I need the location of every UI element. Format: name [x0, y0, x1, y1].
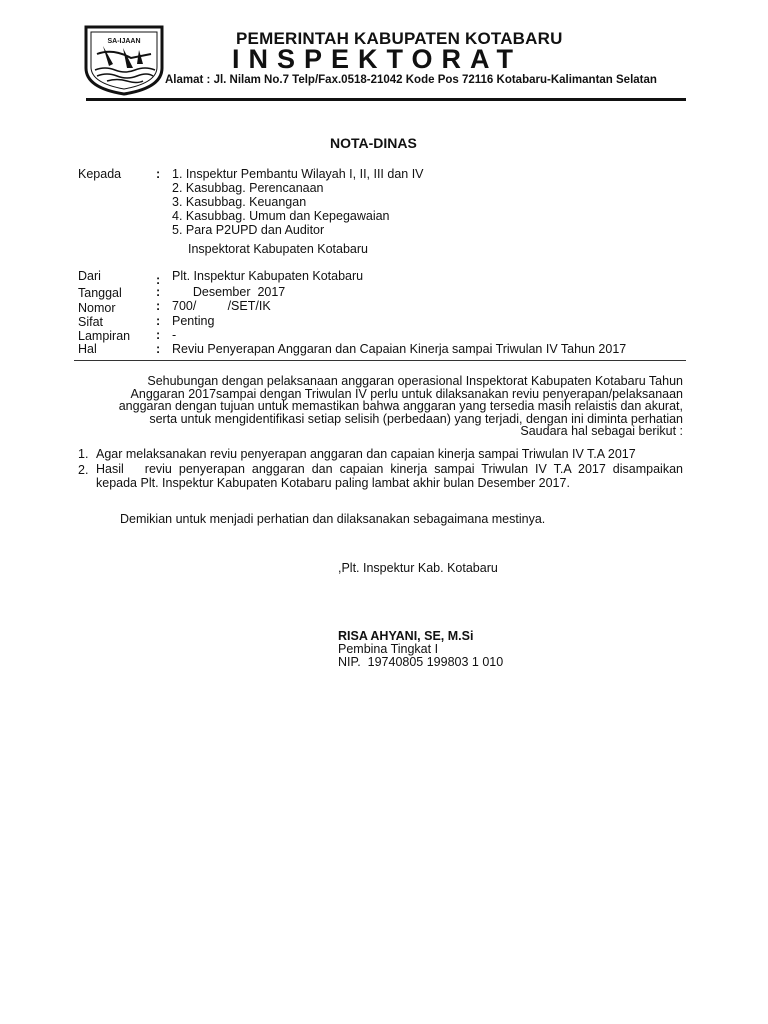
field-colon: : [156, 314, 161, 328]
field-value-lampiran: - [172, 328, 177, 342]
field-colon: : [156, 273, 161, 287]
field-colon: : [156, 342, 161, 356]
signatory-name: RISA AHYANI, SE, M.Si [338, 629, 474, 643]
body-paragraph [96, 375, 683, 438]
closing-sentence: Demikian untuk menjadi perhatian dan dilaksanakan sebagaimana mestinya. [120, 512, 546, 526]
paragraph-line: Sehubungan dengan pelaksanaan anggaran operasional Inspektorat Kabupaten Kotabaru Tahun [147, 374, 683, 388]
document-title: NOTA-DINAS [330, 135, 417, 151]
department-name: INSPEKTORAT [232, 44, 523, 74]
paragraph-line: serta untuk mengidentifikasi setiap selisih (perbedaan) yang terjadi, dengan ini diminta perhatian [149, 411, 683, 426]
recipient-org: Inspektorat Kabupaten Kotabaru [188, 242, 368, 256]
field-label-sifat: Sifat [78, 315, 104, 329]
field-value-sifat: Penting [172, 314, 215, 328]
list-item-line: Hasil reviu penyerapan anggaran dan capaian kinerja sampai Triwulan IV T.A 2017 disampaikan [96, 462, 683, 476]
recipient-item: 5. Para P2UPD dan Auditor [172, 223, 325, 237]
field-label-tanggal: Tanggal [78, 286, 122, 300]
recipient-item: 2. Kasubbag. Perencanaan [172, 181, 324, 195]
kepada-label: Kepada [78, 167, 122, 181]
field-value-hal: Reviu Penyerapan Anggaran dan Capaian Kinerja sampai Triwulan IV Tahun 2017 [172, 342, 627, 356]
list-number: 2. [78, 463, 89, 477]
recipient-item: 1. Inspektur Pembantu Wilayah I, II, III dan IV [172, 167, 424, 181]
recipient-item: 3. Kasubbag. Keuangan [172, 195, 307, 209]
letterhead-divider [86, 98, 686, 101]
paragraph-line: Saudara hal sebagai berikut : [520, 424, 683, 439]
list-item: Agar melaksanakan reviu penyerapan anggaran dan capaian kinerja sampai Triwulan IV T.A 2017 [96, 447, 636, 461]
logo-text: SA-IJAAN [107, 38, 141, 45]
field-label-lampiran: Lampiran [78, 329, 131, 343]
field-colon: : [156, 299, 161, 313]
field-value-dari: Plt. Inspektur Kabupaten Kotabaru [172, 269, 364, 283]
field-label-hal: Hal [78, 342, 97, 356]
header-divider [74, 360, 686, 361]
field-colon: : [156, 285, 161, 299]
paragraph-line: anggaran dengan tujuan untuk memastikan bahwa anggaran yang tersedia masih relaistis dan akurat, [118, 399, 683, 414]
paragraph-line: Anggaran 2017sampai dengan Triwulan IV perlu untuk dilaksanakan reviu penyerapan/pelaksanaan [130, 386, 683, 401]
field-label-nomor: Nomor [78, 301, 116, 315]
list-number: 1. [78, 447, 89, 461]
list-item [96, 463, 683, 490]
signatory-position: ,Plt. Inspektur Kab. Kotabaru [338, 561, 498, 575]
field-value-nomor: 700/ /SET/IK [172, 299, 271, 313]
kepada-colon: : [156, 167, 161, 181]
government-name: PEMERINTAH KABUPATEN KOTABARU [236, 29, 563, 48]
field-colon: : [156, 328, 161, 342]
field-value-tanggal: Desember 2017 [172, 285, 286, 299]
signatory-rank: Pembina Tingkat I [338, 642, 439, 656]
recipient-item: 4. Kasubbag. Umum dan Kepegawaian [172, 209, 390, 223]
signatory-nip: NIP. 19740805 199803 1 010 [338, 655, 504, 669]
office-address: Alamat : Jl. Nilam No.7 Telp/Fax.0518-21042 Kode Pos 72116 Kotabaru-Kalimantan Selatan [165, 74, 657, 86]
field-label-dari: Dari [78, 269, 101, 283]
list-item-line: kepada Plt. Inspektur Kabupaten Kotabaru paling lambat akhir bulan Desember 2017. [96, 475, 570, 490]
regency-logo [83, 24, 165, 96]
